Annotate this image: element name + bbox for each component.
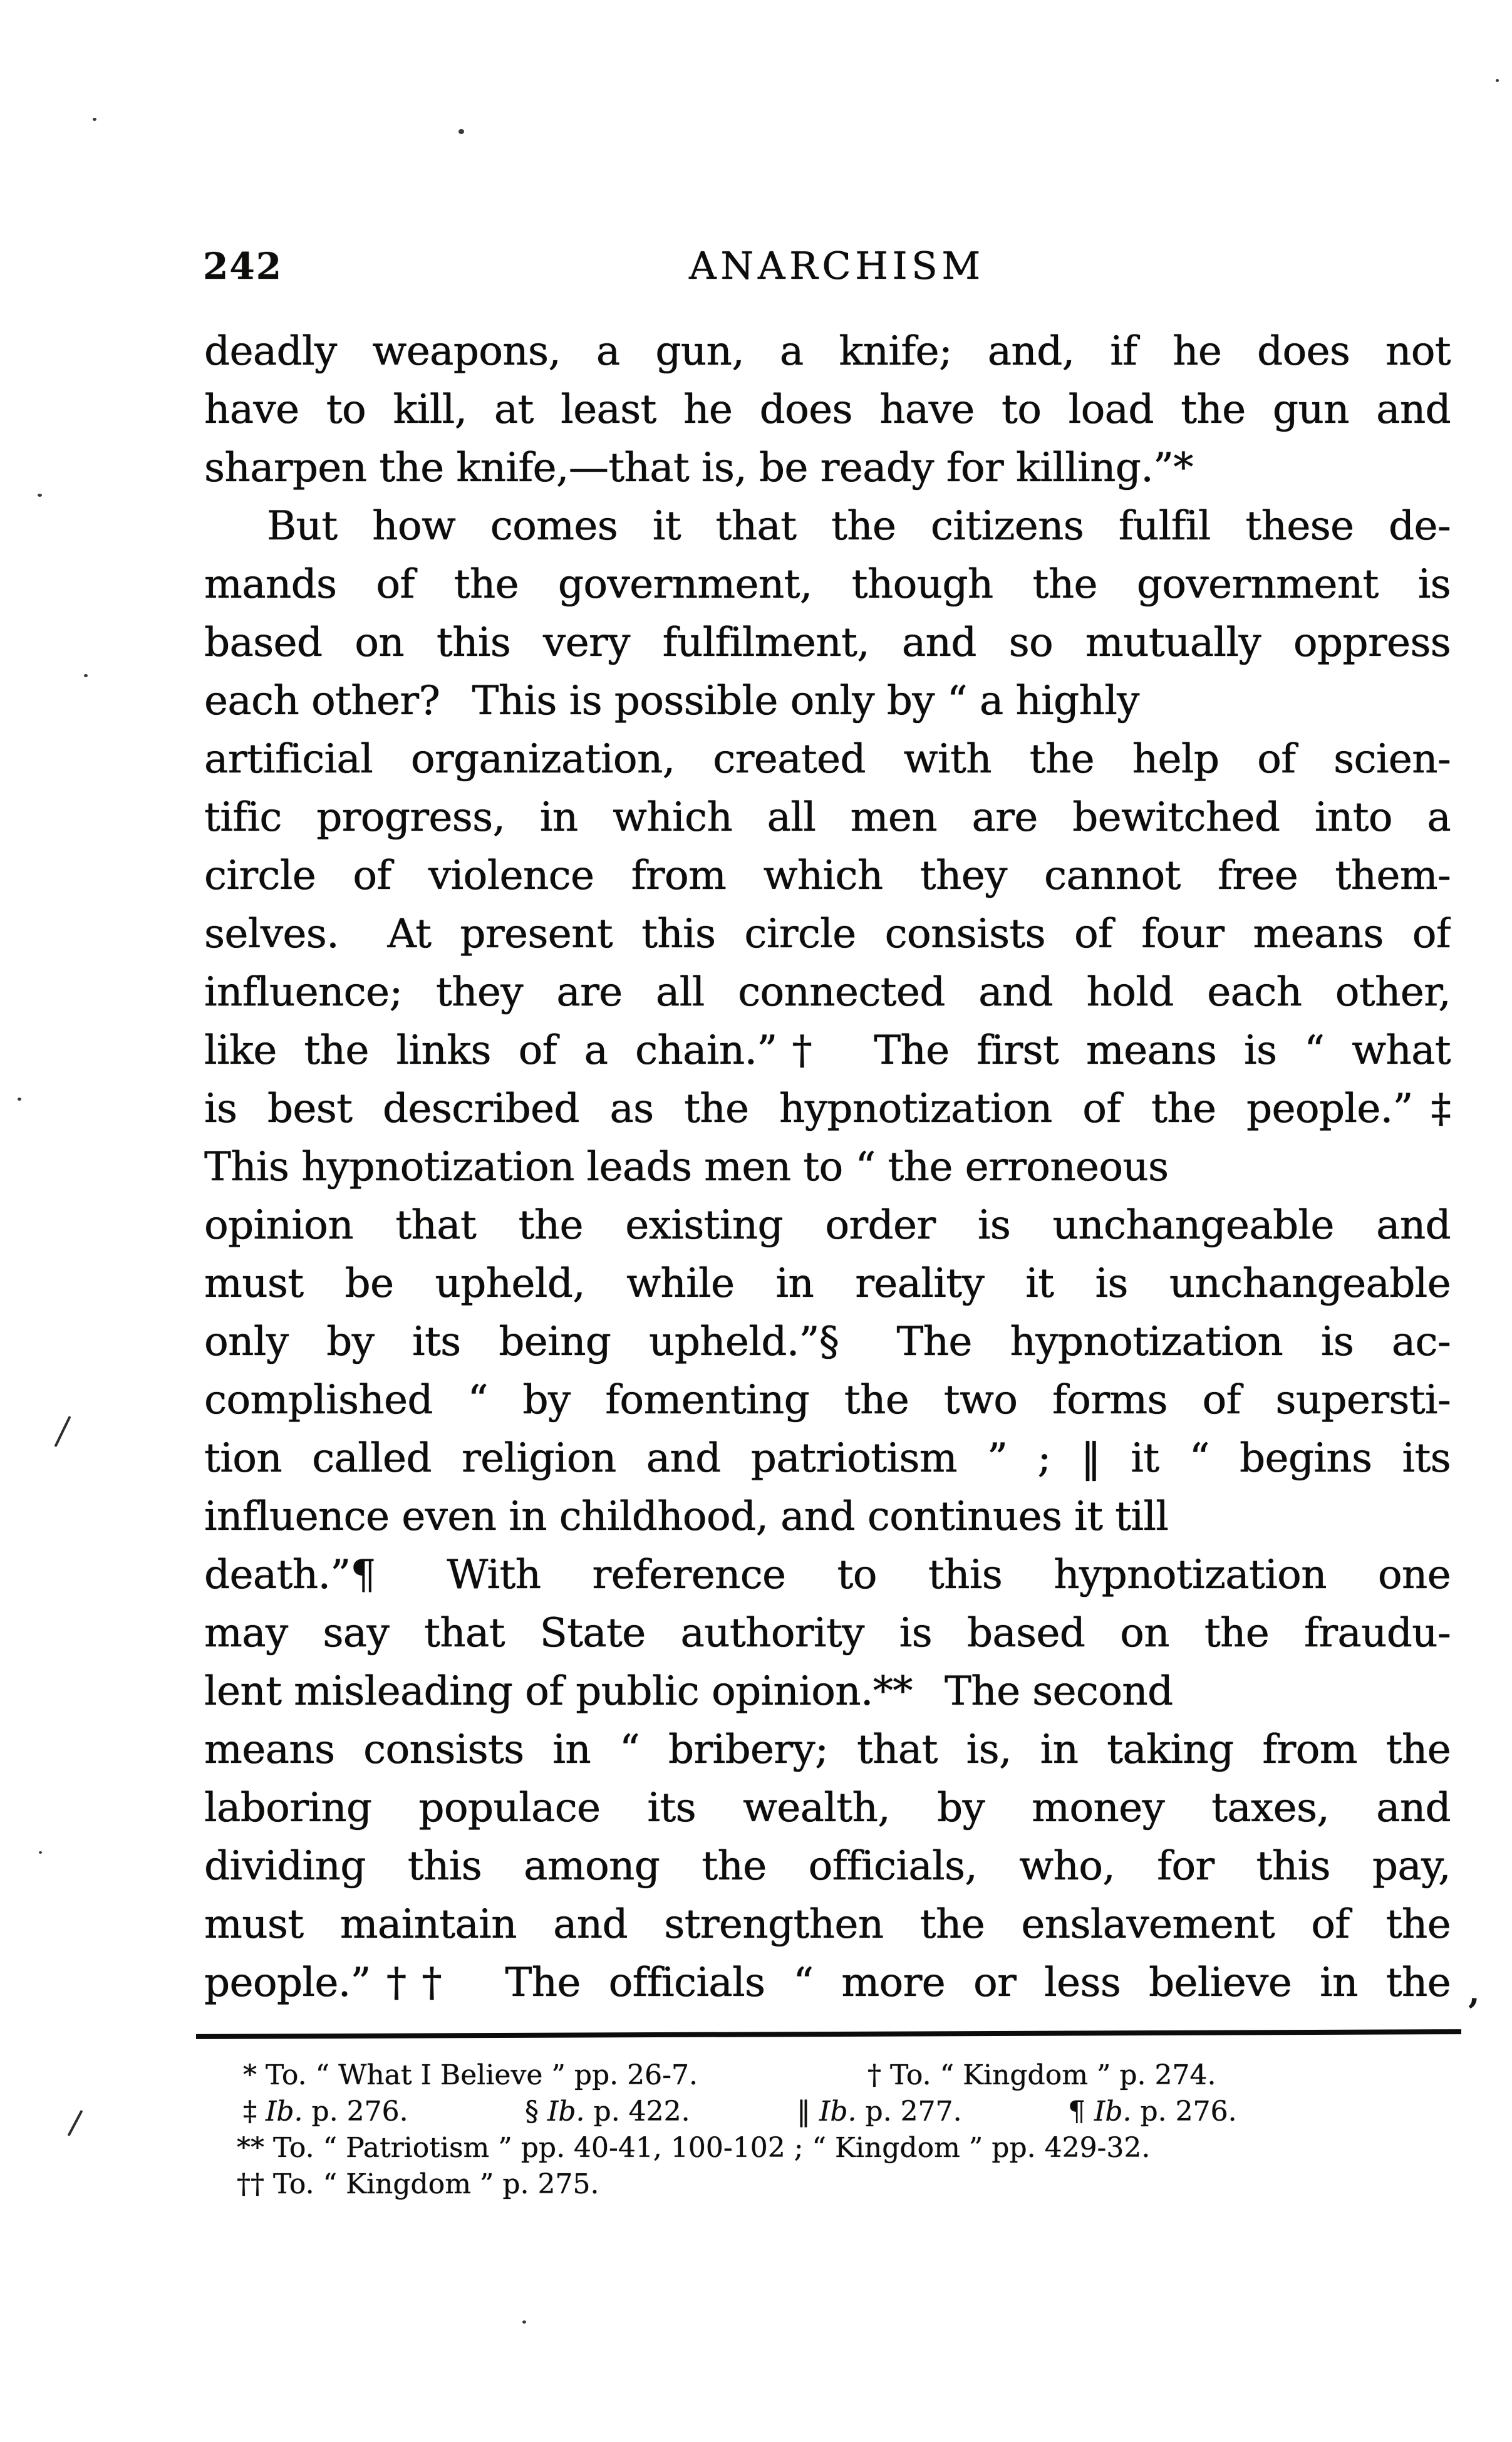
body-line: like the links of a chain.”† The first means is “ what — [204, 1027, 1451, 1074]
body-line: death.”¶ With reference to this hypnotization one — [204, 1552, 1451, 1598]
body-line: may say that State authority is based on the fraudu- — [204, 1610, 1451, 1656]
footnote-symbol: § — [525, 2096, 547, 2128]
body-line: deadly weapons, a gun, a knife; and, if he does not — [204, 328, 1451, 375]
body-line: means consists in “ bribery; that is, in taking from the — [204, 1727, 1451, 1773]
body-line: have to kill, at least he does have to load the gun and — [204, 387, 1451, 433]
footnote-ibid: Ib. — [266, 2096, 303, 2128]
footnote-ibid: Ib. — [819, 2096, 857, 2128]
body-line: each other? This is possible only by “ a highly — [204, 678, 1139, 724]
scan-mark-slash — [54, 1416, 71, 1447]
footnote-rule — [196, 2029, 1461, 2039]
footnote-double-dagger: †† To. “ Kingdom ” p. 275. — [237, 2168, 599, 2200]
body-line: tific progress, in which all men are bewitched into a — [204, 794, 1451, 841]
body-line: opinion that the existing order is unchangeable and — [204, 1202, 1451, 1249]
page-header — [0, 244, 1512, 291]
footnote-dagger: † To. “ Kingdom ” p. 274. — [867, 2059, 1216, 2091]
footnote-symbol: ‡ — [243, 2096, 266, 2128]
body-line: tion called religion and patriotism ” ; ‖ it “ begins its — [204, 1435, 1451, 1482]
scan-speck — [458, 129, 464, 134]
footnote-parallel — [797, 2096, 962, 2128]
footnote-ibid: Ib. — [547, 2096, 585, 2128]
scan-mark-slash — [67, 2110, 83, 2136]
body-line: complished “ by fomenting the two forms of supersti- — [204, 1377, 1451, 1423]
body-line: artificial organization, created with the help of scien- — [204, 736, 1451, 782]
body-line: must maintain and strengthen the enslavement of the — [204, 1901, 1451, 1948]
body-line: people.”†† The officials “ more or less believe in the — [204, 1960, 1451, 2006]
footnote-star: * To. “ What I Believe ” pp. 26-7. — [243, 2059, 698, 2091]
footnote-ddagger — [243, 2096, 408, 2128]
scan-speck — [18, 1098, 21, 1101]
footnote-ibid: Ib. — [1094, 2096, 1132, 2128]
body-line: dividing this among the officials, who, for this pay, — [204, 1843, 1451, 1889]
footnote-ref: p. 276. — [1131, 2096, 1237, 2128]
body-line: sharpen the knife,—that is, be ready for killing.”* — [204, 445, 1193, 491]
scan-speck — [522, 2320, 526, 2324]
page-number: 242 — [203, 245, 283, 288]
body-line: circle of violence from which they cannot free them- — [204, 853, 1451, 899]
footnote-symbol: ¶ — [1068, 2096, 1094, 2128]
footnote-double-star: ** To. “ Patriotism ” pp. 40-41, 100-102 ; “ Kingdom ” pp. 429-32. — [237, 2132, 1151, 2164]
footnote-pilcrow — [1068, 2096, 1237, 2128]
scan-speck — [39, 1851, 42, 1854]
footnotes — [204, 2060, 1469, 2223]
scan-speck — [1496, 79, 1499, 82]
footnote-section — [525, 2096, 690, 2128]
footnote-ref: p. 422. — [584, 2096, 690, 2128]
body-line: This hypnotization leads men to “ the erroneous — [204, 1144, 1169, 1190]
scan-mark-apostrophe: ’ — [1467, 1991, 1480, 2034]
footnote-symbol: ‖ — [797, 2096, 819, 2128]
body-line: influence; they are all connected and hold each other, — [204, 969, 1451, 1016]
body-line: But how comes it that the citizens fulfil these de- — [267, 503, 1451, 549]
scan-speck — [84, 674, 88, 677]
body-line: must be upheld, while in reality it is unchangeable — [204, 1260, 1451, 1307]
body-line: lent misleading of public opinion.** The second — [204, 1668, 1173, 1715]
running-title: ANARCHISM — [689, 244, 985, 288]
body-line: is best described as the hypnotization of the people.”‡ — [204, 1086, 1451, 1132]
footnote-ref: p. 276. — [303, 2096, 408, 2128]
body-line: based on this very fulfilment, and so mutually oppress — [204, 620, 1451, 666]
scan-speck — [93, 118, 96, 121]
scan-speck — [38, 494, 42, 497]
footnote-ref: p. 277. — [856, 2096, 962, 2128]
body-line: influence even in childhood, and continues it till — [204, 1494, 1169, 1540]
body-line: mands of the government, though the government is — [204, 561, 1451, 608]
body-line: only by its being upheld.”§ The hypnotization is ac- — [204, 1319, 1451, 1365]
body-line: laboring populace its wealth, by money taxes, and — [204, 1785, 1451, 1831]
body-text — [204, 323, 1451, 2012]
body-line: selves. At present this circle consists of four means of — [204, 911, 1451, 957]
